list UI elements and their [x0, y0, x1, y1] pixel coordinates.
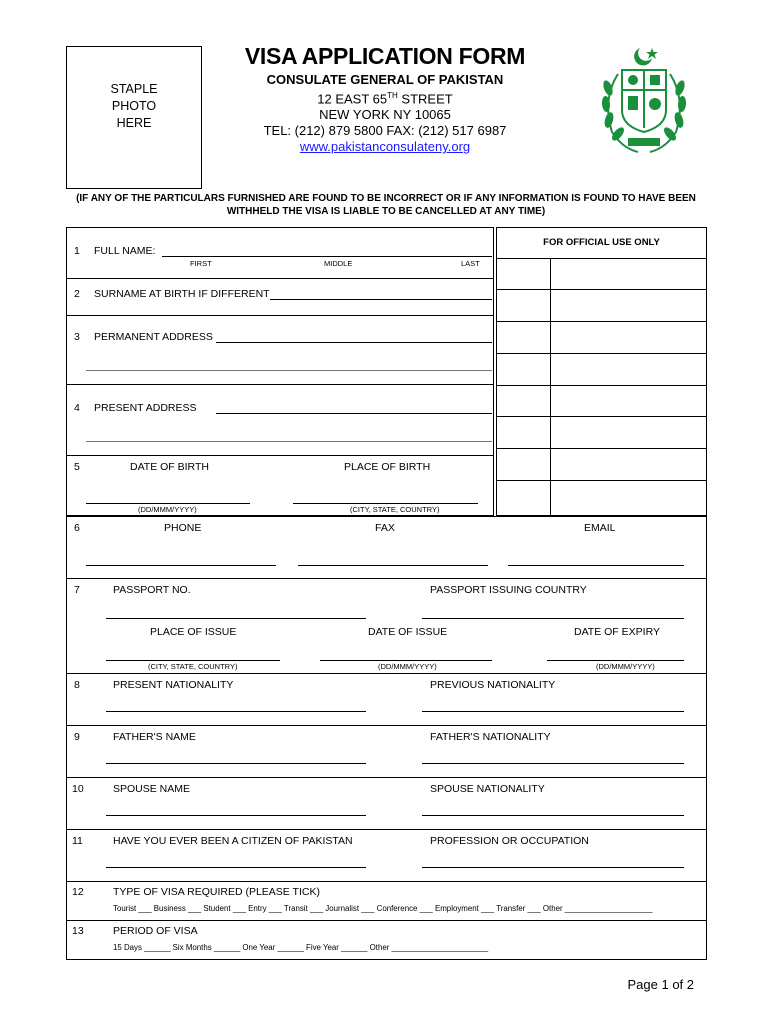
field-number: 4 — [74, 402, 80, 414]
fathers-name-input[interactable] — [106, 763, 366, 764]
date-of-issue-input[interactable] — [320, 660, 492, 661]
spouse-nationality-label: SPOUSE NATIONALITY — [430, 783, 545, 795]
present-nationality-input[interactable] — [106, 711, 366, 712]
full-name-label: FULL NAME: — [94, 245, 156, 257]
divider — [66, 278, 494, 279]
consulate-address — [240, 72, 530, 155]
surname-at-birth-input[interactable] — [270, 299, 492, 300]
field-number: 2 — [74, 288, 80, 300]
fax-label: FAX — [375, 522, 395, 534]
official-use-box — [496, 227, 707, 516]
fathers-nationality-label: FATHER'S NATIONALITY — [430, 731, 551, 743]
first-name-hint: FIRST — [190, 259, 212, 268]
street-line — [240, 88, 530, 107]
middle-name-hint: MIDDLE — [324, 259, 353, 268]
visa-type-options[interactable]: Tourist ___ Business ___ Student ___ Entry ___ Transit ___ Journalist ___ Conference ___ Employment ___ Transfer ___ Other ____________________ — [113, 904, 653, 913]
field-number: 13 — [72, 925, 84, 937]
phone-label: PHONE — [164, 522, 202, 534]
field-number: 9 — [74, 731, 80, 743]
passport-issuing-country-input[interactable] — [422, 618, 684, 619]
divider — [66, 673, 707, 674]
previous-nationality-label: PREVIOUS NATIONALITY — [430, 679, 556, 691]
passport-issuing-country-label: PASSPORT ISSUING COUNTRY — [430, 584, 587, 596]
permanent-address-input[interactable] — [216, 342, 492, 343]
present-nationality-label: PRESENT NATIONALITY — [113, 679, 234, 691]
last-name-hint: LAST — [461, 259, 480, 268]
passport-no-label: PASSPORT NO. — [113, 584, 191, 596]
place-of-issue-label: PLACE OF ISSUE — [150, 626, 237, 638]
field-number: 7 — [74, 584, 80, 596]
staple-photo-box — [66, 46, 202, 189]
page-number: Page 1 of 2 — [627, 977, 694, 992]
place-of-birth-input[interactable] — [293, 503, 478, 504]
grid-line — [496, 289, 707, 290]
grid-line — [496, 258, 707, 259]
permanent-address-label: PERMANENT ADDRESS — [94, 331, 213, 343]
photo-text-2: PHOTO — [111, 99, 157, 113]
present-address-label: PRESENT ADDRESS — [94, 402, 197, 414]
expiry-format-hint: (DD/MMM/YYYY) — [596, 662, 655, 671]
full-name-input[interactable] — [162, 256, 492, 257]
divider — [66, 315, 494, 316]
visa-period-options[interactable]: 15 Days ______ Six Months ______ One Year ______ Five Year ______ Other ______________________ — [113, 943, 489, 952]
divider — [66, 829, 707, 830]
city-line: NEW YORK NY 10065 — [319, 107, 451, 123]
spouse-nationality-input[interactable] — [422, 815, 684, 816]
email-label: EMAIL — [584, 522, 616, 534]
pakistan-citizen-input[interactable] — [106, 867, 366, 868]
grid-line — [496, 385, 707, 386]
field-number: 12 — [72, 886, 84, 898]
divider — [66, 384, 494, 385]
photo-text-1: STAPLE — [110, 82, 158, 96]
field-number: 3 — [74, 331, 80, 343]
field-number: 5 — [74, 461, 80, 473]
date-of-expiry-input[interactable] — [547, 660, 684, 661]
grid-line — [496, 448, 707, 449]
fax-input[interactable] — [298, 565, 488, 566]
phone-line: TEL: (212) 879 5800 FAX: (212) 517 6987 — [263, 123, 507, 139]
fathers-name-label: FATHER'S NAME — [113, 731, 196, 743]
present-address-line2[interactable] — [86, 441, 492, 442]
visa-period-label: PERIOD OF VISA — [113, 925, 198, 937]
divider — [66, 455, 494, 456]
street-number: 12 EAST 65 — [317, 91, 388, 107]
field-number: 1 — [74, 245, 80, 257]
grid-line — [496, 416, 707, 417]
date-of-issue-label: DATE OF ISSUE — [368, 626, 448, 638]
dob-format-hint: (DD/MMM/YYYY) — [138, 505, 197, 514]
place-format-hint: (CITY, STATE, COUNTRY) — [148, 662, 238, 671]
grid-line — [496, 480, 707, 481]
divider — [66, 881, 707, 882]
pakistan-emblem-icon — [598, 44, 690, 158]
pakistan-citizen-label: HAVE YOU EVER BEEN A CITIZEN OF PAKISTAN — [113, 835, 353, 847]
surname-at-birth-label: SURNAME AT BIRTH IF DIFFERENT — [94, 288, 270, 300]
spouse-name-label: SPOUSE NAME — [113, 783, 191, 795]
previous-nationality-input[interactable] — [422, 711, 684, 712]
pob-format-hint: (CITY, STATE, COUNTRY) — [350, 505, 440, 514]
issue-format-hint: (DD/MMM/YYYY) — [378, 662, 437, 671]
divider — [66, 578, 707, 579]
warning-text: (IF ANY OF THE PARTICULARS FURNISHED ARE FOUND TO BE INCORRECT OR IF ANY INFORMATION IS FOUND TO HAVE BEEN WITHHELD THE VISA IS LIABLE TO BE CANCELLED AT ANY TIME) — [76, 193, 696, 217]
consulate-name: CONSULATE GENERAL OF PAKISTAN — [266, 72, 504, 87]
photo-text-3: HERE — [116, 116, 152, 130]
street-name: STREET — [397, 91, 453, 107]
divider — [66, 777, 707, 778]
field-number: 10 — [72, 783, 84, 795]
phone-input[interactable] — [86, 565, 276, 566]
present-address-input[interactable] — [216, 413, 492, 414]
grid-line — [496, 321, 707, 322]
divider — [66, 725, 707, 726]
street-sup: TH — [387, 91, 398, 100]
profession-input[interactable] — [422, 867, 684, 868]
date-of-expiry-label: DATE OF EXPIRY — [574, 626, 660, 638]
form-title: VISA APPLICATION FORM — [244, 43, 526, 69]
place-of-issue-input[interactable] — [106, 660, 280, 661]
date-of-birth-input[interactable] — [86, 503, 250, 504]
profession-label: PROFESSION OR OCCUPATION — [430, 835, 589, 847]
field-number: 8 — [74, 679, 80, 691]
date-of-birth-label: DATE OF BIRTH — [130, 461, 209, 473]
email-input[interactable] — [508, 565, 684, 566]
official-use-title: FOR OFFICIAL USE ONLY — [543, 237, 660, 248]
permanent-address-line2[interactable] — [86, 370, 492, 371]
grid-line — [496, 353, 707, 354]
visa-type-label: TYPE OF VISA REQUIRED (PLEASE TICK) — [113, 886, 320, 898]
grid-line — [550, 258, 551, 516]
place-of-birth-label: PLACE OF BIRTH — [344, 461, 431, 473]
field-number: 11 — [72, 835, 83, 847]
website-link[interactable]: www.pakistanconsulateny.org — [299, 139, 471, 155]
field-number: 6 — [74, 522, 80, 534]
passport-no-input[interactable] — [106, 618, 366, 619]
divider — [66, 920, 707, 921]
fathers-nationality-input[interactable] — [422, 763, 684, 764]
spouse-name-input[interactable] — [106, 815, 366, 816]
